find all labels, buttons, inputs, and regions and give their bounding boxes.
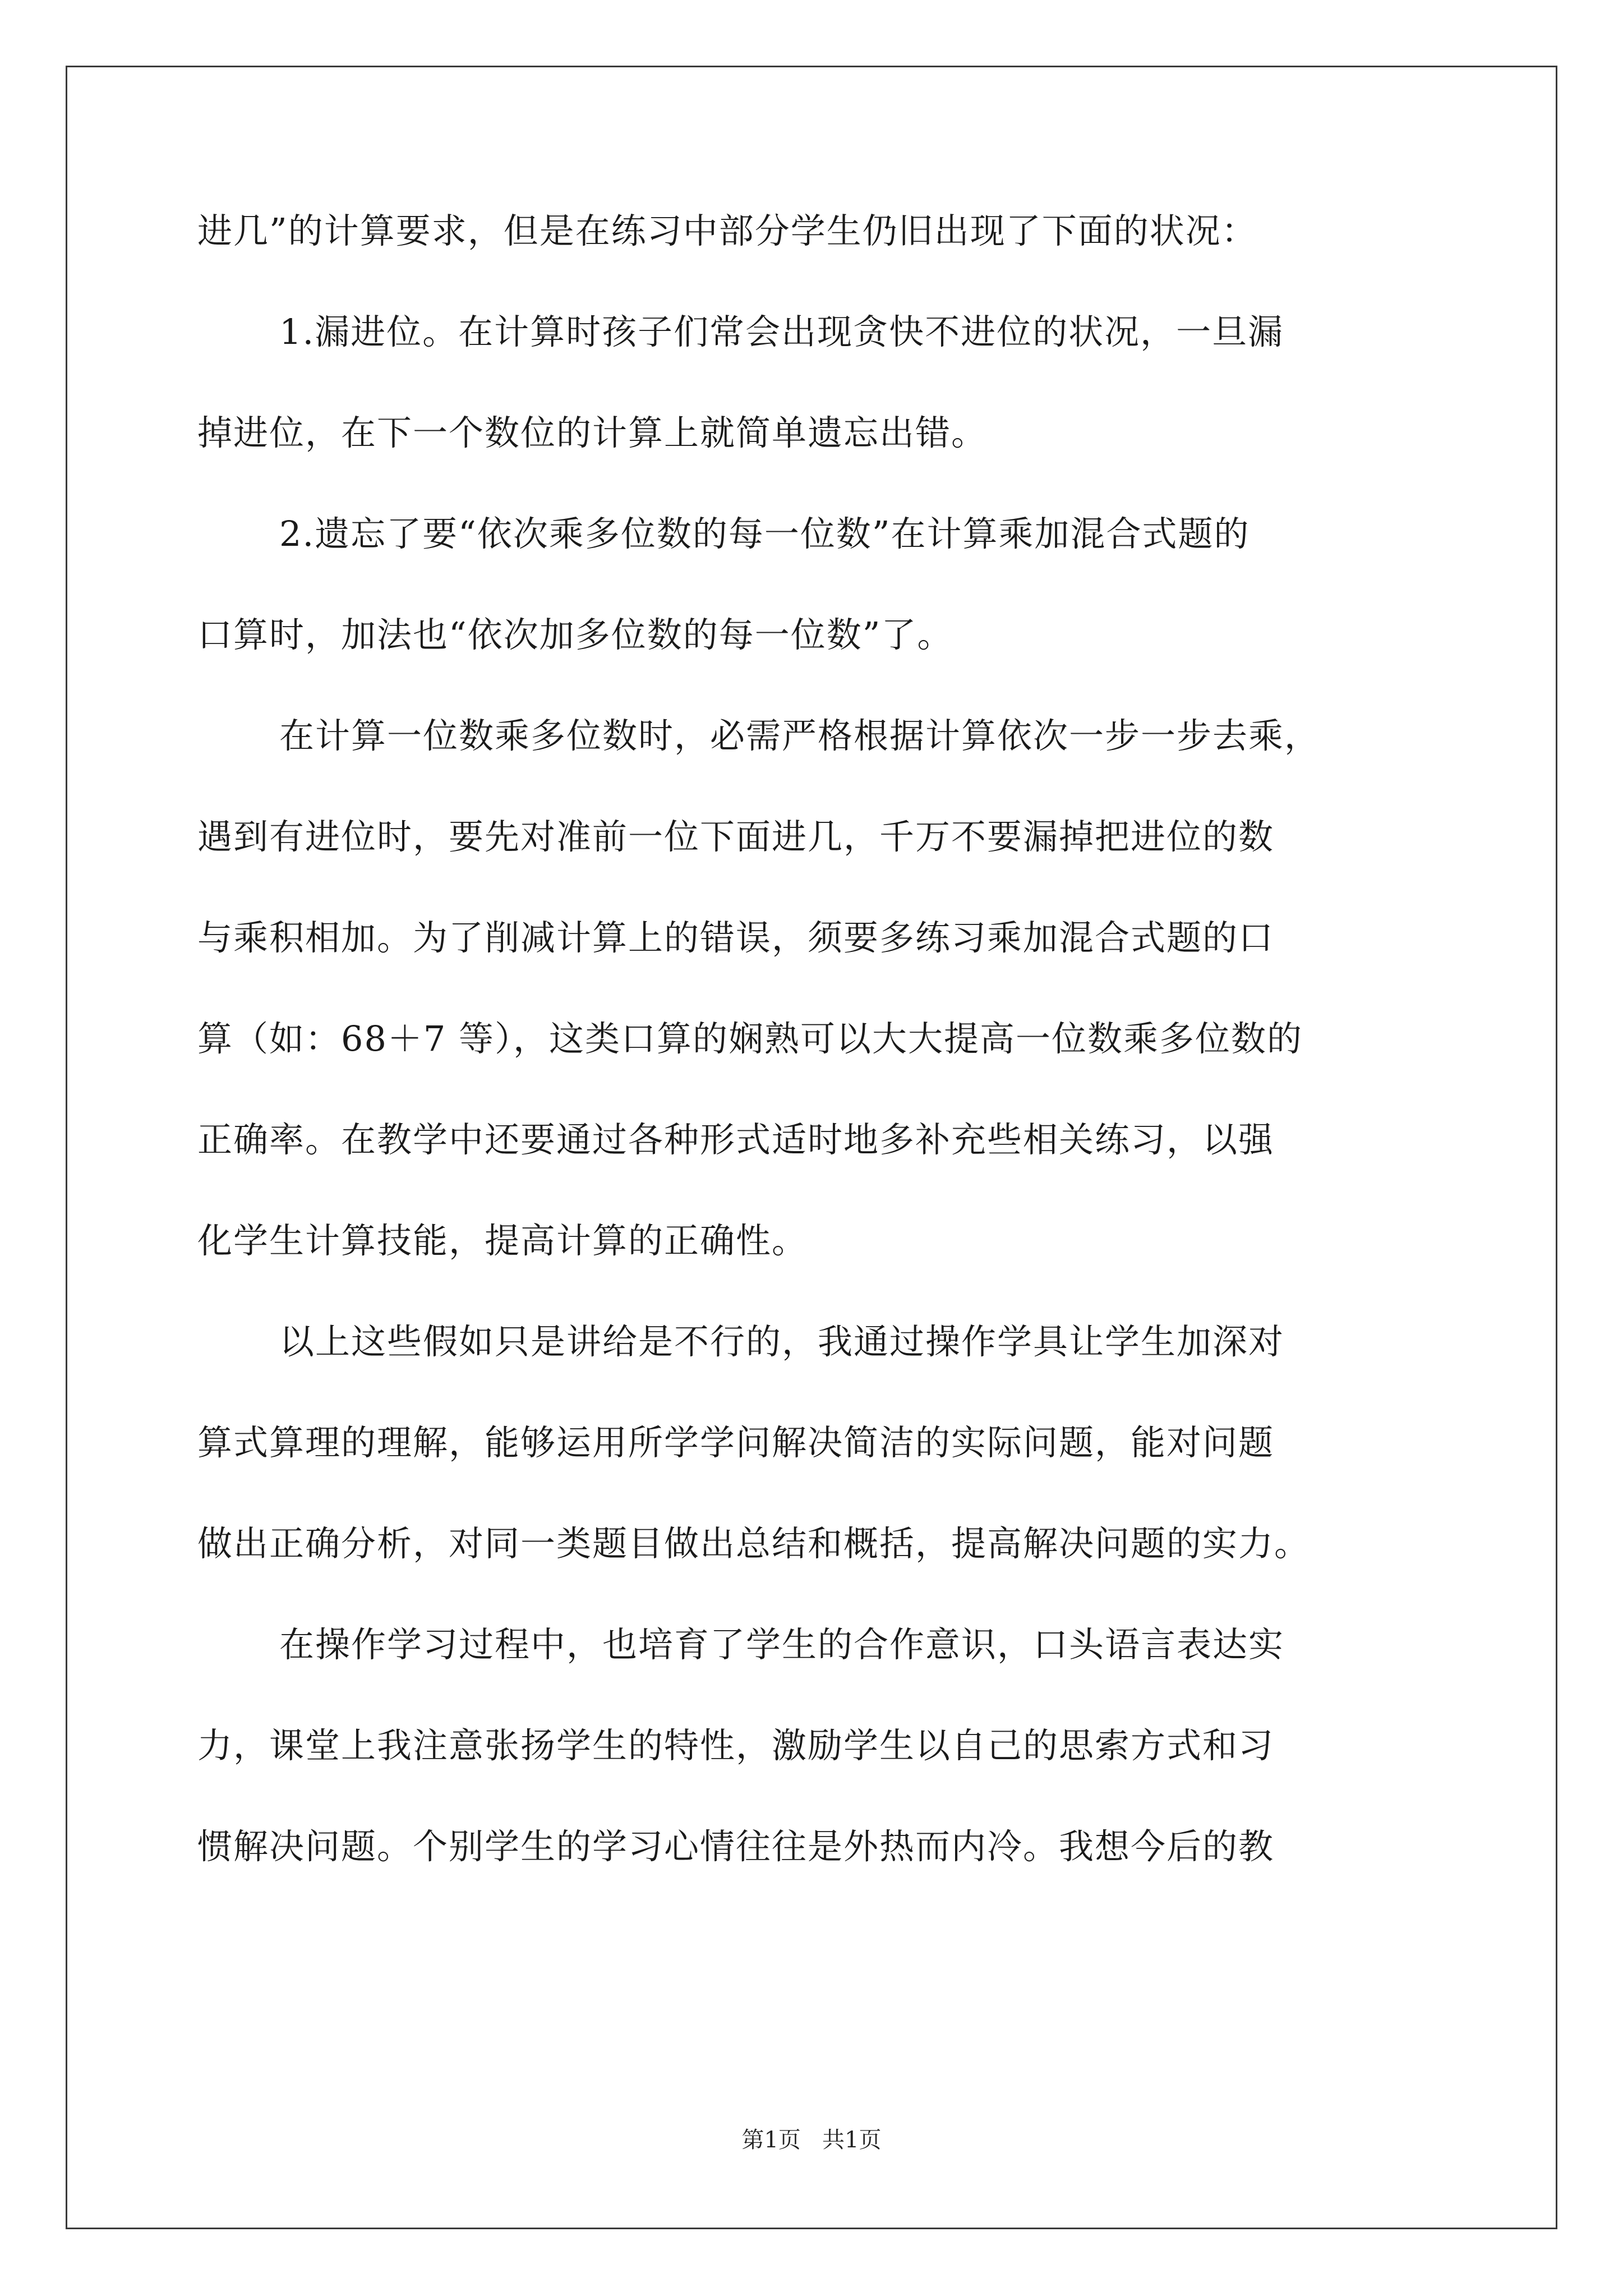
text-line: 1.漏进位。在计算时孩子们常会出现贪快不进位的状况，一旦漏 (279, 311, 1284, 352)
text-line: 掉进位，在下一个数位的计算上就简单遗忘出错。 (197, 412, 988, 453)
text-line: 2.遗忘了要“依次乘多位数的每一位数”在计算乘加混合式题的 (279, 513, 1250, 554)
page-number-footer: 第1页 共1页 (741, 2127, 882, 2153)
text-line: 力，课堂上我注意张扬学生的特性，激励学生以自己的思索方式和习 (197, 1725, 1275, 1766)
text-line: 在计算一位数乘多位数时，必需严格根据计算依次一步一步去乘， (279, 715, 1321, 756)
text-line: 以上这些假如只是讲给是不行的，我通过操作学具让学生加深对 (279, 1321, 1285, 1362)
text-line: 遇到有进位时，要先对准前一位下面进几，千万不要漏掉把进位的数 (197, 816, 1275, 857)
text-line: 进几”的计算要求，但是在练习中部分学生仍旧出现了下面的状况： (197, 210, 1257, 251)
text-line: 算式算理的理解，能够运用所学学问解决简洁的实际问题，能对问题 (197, 1422, 1275, 1463)
text-line: 算（如：68＋7 等），这类口算的娴熟可以大大提高一位数乘多位数的 (197, 1018, 1303, 1059)
text-line: 做出正确分析，对同一类题目做出总结和概括，提高解决问题的实力。 (197, 1523, 1311, 1564)
text-line: 与乘积相加。为了削减计算上的错误，须要多练习乘加混合式题的口 (197, 917, 1275, 958)
text-line: 化学生计算技能，提高计算的正确性。 (197, 1220, 808, 1261)
text-line: 正确率。在教学中还要通过各种形式适时地多补充些相关练习，以强 (197, 1119, 1275, 1160)
text-line: 惯解决问题。个别学生的学习心情往往是外热而内冷。我想今后的教 (197, 1826, 1275, 1867)
text-line: 在操作学习过程中，也培育了学生的合作意识，口头语言表达实 (279, 1624, 1285, 1665)
text-line: 口算时，加法也“依次加多位数的每一位数”了。 (197, 614, 953, 655)
